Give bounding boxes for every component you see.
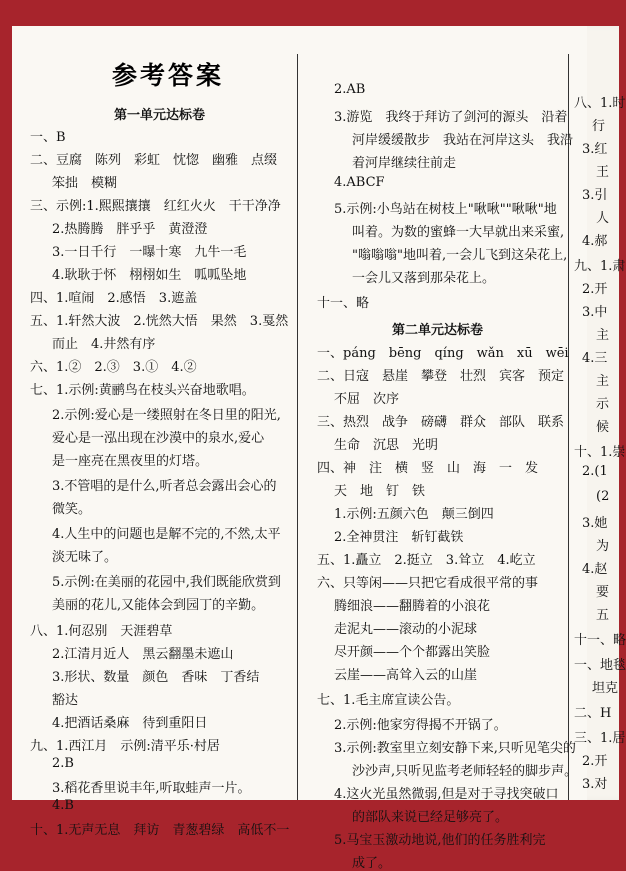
answer-line: 4.三: [582, 351, 608, 366]
answer-page: [12, 26, 626, 871]
answer-line: 六、只等闲——只把它看成很平常的事: [317, 576, 539, 591]
answer-line: 主: [596, 328, 610, 343]
answer-line: 3.形状、数量 颜色 香味 丁香结: [52, 670, 260, 685]
answer-line: 5.示例:小鸟站在树枝上"啾啾""啾啾"地: [334, 202, 557, 217]
answer-line: 主: [596, 374, 610, 389]
answer-line: (2: [596, 489, 610, 504]
answer-line: 一、B: [30, 130, 66, 145]
answer-line: 3.稻花香里说丰年,听取蛙声一片。: [52, 781, 251, 796]
answer-line: 微笑。: [52, 502, 92, 517]
answer-line: 行: [592, 119, 606, 134]
column-divider-right: [568, 54, 569, 800]
answer-line: 河岸缓缓散步 我站在河岸这头 我沿: [352, 133, 574, 148]
answer-line: 2.开: [582, 282, 608, 297]
answer-line: 尽开颜——个个都露出笑脸: [334, 645, 491, 660]
column-divider-left: [297, 54, 298, 800]
answer-line: 六、1.② 2.③ 3.① 4.②: [30, 360, 197, 375]
answer-line: 不屈 次序: [334, 392, 400, 407]
answer-line: 九、1.西江月 示例:清平乐·村居: [30, 739, 220, 754]
answer-line: 王: [596, 165, 610, 180]
answer-line: 人: [596, 211, 610, 226]
answer-line: 四、神 注 横 竖 山 海 一 发: [317, 461, 539, 476]
answer-line: 叫着。为数的蜜蜂一大早就出来采蜜,: [352, 225, 565, 240]
answer-line: 3.不管唱的是什么,听者总会露出会心的: [52, 479, 277, 494]
answer-line: 走泥丸——滚动的小泥球: [334, 622, 478, 637]
answer-line: 五、1.矗立 2.挺立 3.耸立 4.屹立: [317, 553, 536, 568]
answer-line: 是一座亮在黑夜里的灯塔。: [52, 454, 209, 469]
answer-line: 三、示例:1.熙熙攘攘 红红火火 干干净净: [30, 199, 281, 214]
answer-line: 美丽的花儿,又能体会到园丁的辛勤。: [52, 598, 265, 613]
answer-line: 3.对: [582, 777, 608, 792]
answer-line: 3.示例:教室里立刻安静下来,只听见笔尖的: [334, 741, 576, 756]
answer-line: 而止 4.井然有序: [52, 337, 156, 352]
answer-line: 5.示例:在美丽的花园中,我们既能欣赏到: [52, 575, 281, 590]
page-title: 参考答案: [112, 61, 225, 90]
answer-line: 3.中: [582, 305, 608, 320]
answer-line: 坦克: [592, 681, 619, 696]
answer-line: 九、1.肃: [574, 259, 626, 274]
answer-line: 一、地毯: [574, 658, 626, 673]
answer-line: 2.开: [582, 754, 608, 769]
answer-line: 三、热烈 战争 磅礴 群众 部队 联系: [317, 415, 565, 430]
answer-line: 豁达: [52, 693, 79, 708]
answer-line: 云崖——高耸入云的山崖: [334, 668, 478, 683]
answer-line: 淡无味了。: [52, 550, 118, 565]
answer-line: 五: [596, 608, 610, 623]
answer-line: 十、1.崇: [574, 445, 626, 460]
answer-line: 3.一日千行 一曝十寒 九牛一毛: [52, 245, 247, 260]
answer-line: 一会儿又落到那朵花上。: [352, 271, 496, 286]
answer-line: 腾细浪——翻腾着的小浪花: [334, 599, 491, 614]
answer-line: 十一、略: [574, 633, 626, 648]
answer-line: 八、1.时: [574, 96, 626, 111]
answer-line: 生命 沉思 光明: [334, 438, 439, 453]
answer-line: 4.ABCF: [334, 175, 385, 190]
answer-line: 2.示例:他家穷得揭不开锅了。: [334, 718, 507, 733]
answer-line: 示: [596, 397, 610, 412]
answer-line: 4.把酒话桑麻 待到重阳日: [52, 716, 208, 731]
answer-line: 着河岸继续往前走: [352, 156, 457, 171]
answer-line: 3.引: [582, 188, 608, 203]
answer-line: 4.这火光虽然微弱,但是对于寻找突破口: [334, 787, 559, 802]
answer-line: 的部队来说已经足够亮了。: [352, 810, 509, 825]
answer-line: 候: [596, 420, 610, 435]
answer-line: 2.江清月近人 黑云翻墨未遮山: [52, 647, 234, 662]
answer-line: 五、1.轩然大波 2.恍然大悟 果然 3.戛然: [30, 314, 289, 329]
answer-line: 4.B: [52, 798, 74, 813]
left-section-heading: 第一单元达标卷: [114, 108, 206, 123]
answer-line: 沙沙声,只听见监考老师轻轻的脚步声。: [352, 764, 578, 779]
answer-line: 二、H: [574, 706, 612, 721]
answer-line: 四、1.喧闹 2.感悟 3.遮盖: [30, 291, 198, 306]
middle-section-heading: 第二单元达标卷: [392, 323, 484, 338]
answer-line: 成了。: [352, 856, 392, 871]
answer-line: 一、páng bēng qíng wǎn xū wēi: [317, 346, 569, 361]
answer-line: 八、1.何忍别 天涯碧草: [30, 624, 173, 639]
answer-line: 4.耿耿于怀 栩栩如生 呱呱坠地: [52, 268, 247, 283]
answer-line: 4.赵: [582, 562, 608, 577]
answer-line: 笨拙 模糊: [52, 176, 118, 191]
answer-line: 5.马宝玉激动地说,他们的任务胜利完: [334, 833, 546, 848]
answer-line: 2.B: [52, 756, 74, 771]
answer-line: 十一、略: [317, 296, 370, 311]
answer-line: 4.郝: [582, 234, 608, 249]
answer-line: 2.示例:爱心是一缕照射在冬日里的阳光,: [52, 408, 281, 423]
answer-line: 天 地 钉 铁: [334, 484, 426, 499]
answer-line: 4.人生中的问题也是解不完的,不然,太平: [52, 527, 281, 542]
answer-line: 爱心是一泓出现在沙漠中的泉水,爱心: [52, 431, 265, 446]
answer-line: 要: [596, 585, 610, 600]
answer-line: 2.全神贯注 斩钉截铁: [334, 530, 464, 545]
answer-line: "嗡嗡嗡"地叫着,一会儿飞到这朵花上,: [352, 248, 568, 263]
answer-line: 3.她: [582, 516, 608, 531]
answer-line: 十、1.无声无息 拜访 青葱碧绿 高低不一: [30, 823, 290, 838]
answer-line: 三、1.居: [574, 731, 626, 746]
answer-line: 2.热腾腾 胖乎乎 黄澄澄: [52, 222, 208, 237]
answer-line: 1.示例:五颜六色 颠三倒四: [334, 507, 494, 522]
answer-line: 七、1.示例:黄鹂鸟在枝头兴奋地歌唱。: [30, 383, 255, 398]
answer-line: 为: [596, 539, 610, 554]
answer-line: 3.红: [582, 142, 608, 157]
answer-line: 二、日寇 悬崖 攀登 壮烈 宾客 预定: [317, 369, 565, 384]
answer-line: 二、豆腐 陈列 彩虹 忱惚 幽雅 点缀: [30, 153, 278, 168]
page-sheet: [12, 26, 626, 871]
answer-line: 2.(1: [582, 464, 608, 479]
answer-line: 2.AB: [334, 82, 366, 97]
answer-line: 七、1.毛主席宣读公告。: [317, 693, 460, 708]
answer-line: 3.游览 我终于拜访了剑河的源头 沿着: [334, 110, 568, 125]
